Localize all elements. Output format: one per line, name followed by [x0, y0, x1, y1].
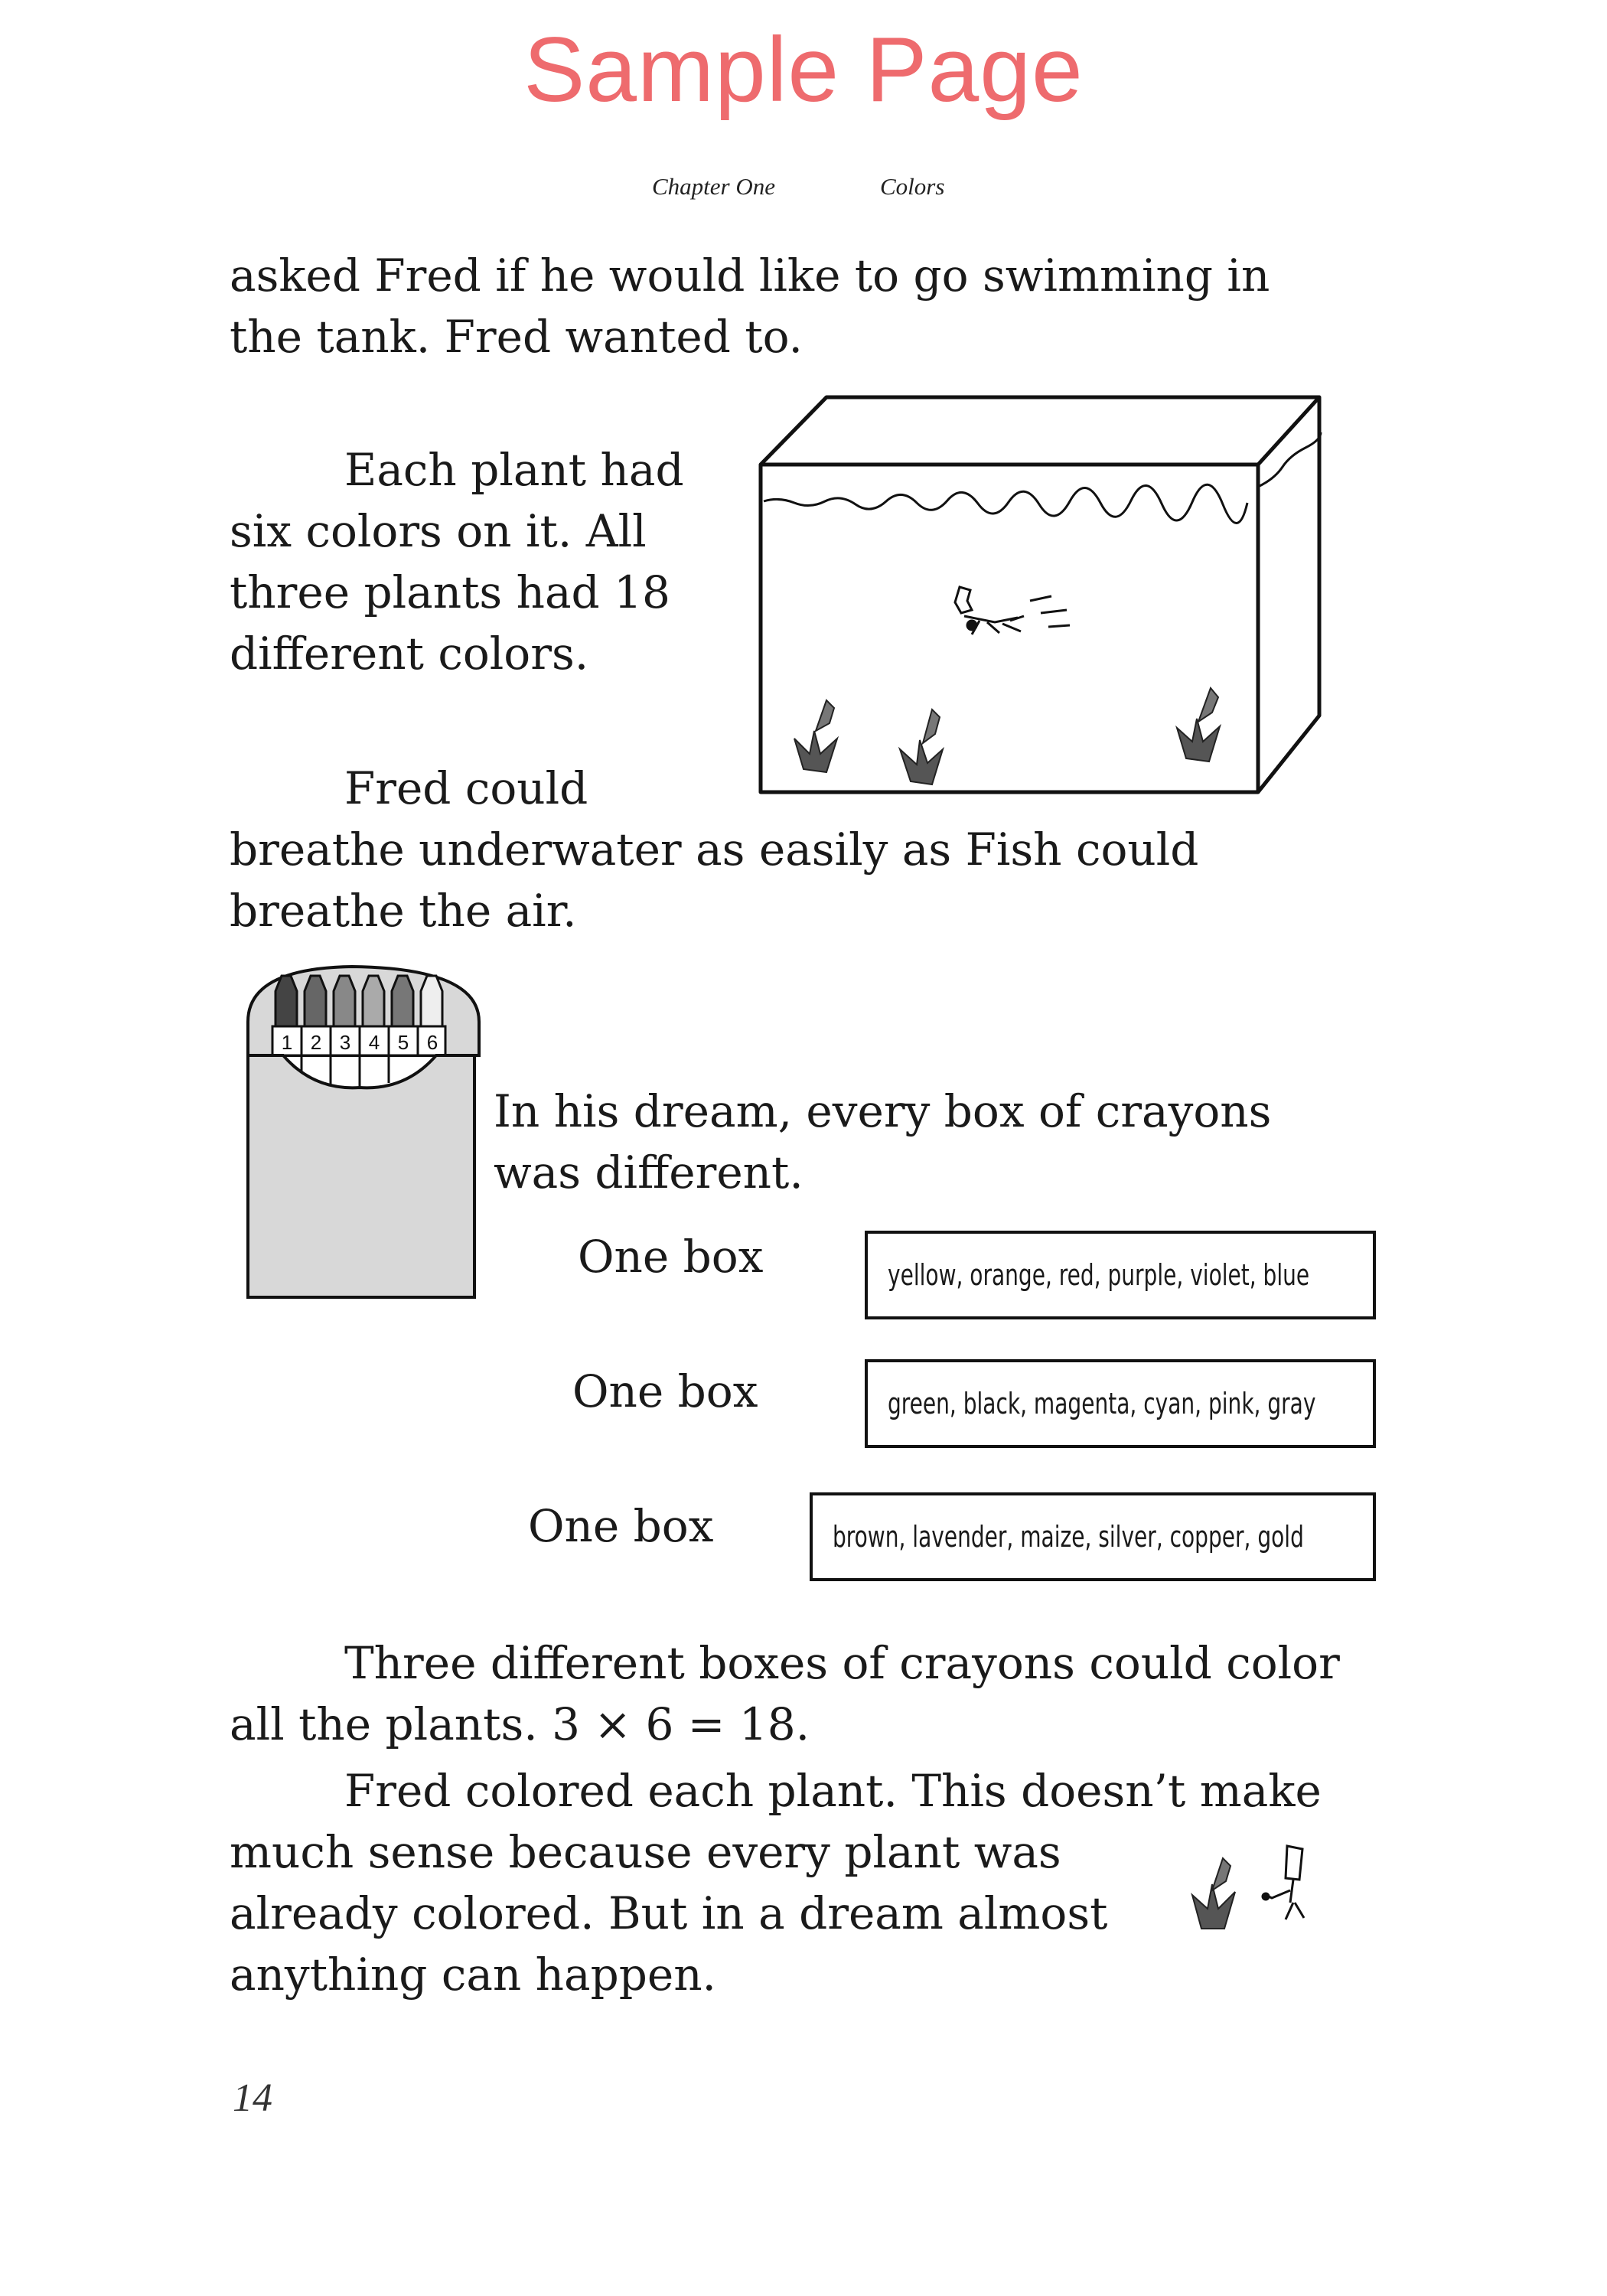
paragraph-5: [230, 1632, 1340, 1755]
box-label: One box: [528, 1500, 714, 1552]
text-line: much sense because every plant was: [230, 1826, 1061, 1878]
crayon-box-illustration: [245, 960, 482, 1305]
plant-icon: [794, 700, 837, 772]
crayon-list-box: [865, 1359, 1376, 1448]
text-line: the tank. Fred wanted to.: [230, 311, 803, 363]
text-line: In his dream, every box of crayons: [494, 1085, 1272, 1137]
crayon-list-box: [865, 1231, 1376, 1319]
paragraph-4: [494, 1081, 1271, 1203]
text-line: three plants had 18: [230, 566, 670, 618]
text-line: anything can happen.: [230, 1949, 716, 2001]
crayon-number: 2: [310, 1031, 322, 1054]
plant-icon: [1177, 688, 1220, 762]
paragraph-6: [230, 1760, 1322, 2005]
paragraph-1: [230, 245, 1270, 367]
text-line: breathe the air.: [230, 885, 577, 937]
water-line: [764, 484, 1247, 523]
page-number: 14: [233, 2076, 272, 2120]
text-line: was different.: [494, 1146, 804, 1199]
text-line: Fred colored each plant. This doesn’t make: [344, 1765, 1322, 1817]
box-label: One box: [578, 1231, 764, 1283]
box-label: One box: [572, 1365, 758, 1417]
crayon-number: 4: [368, 1031, 380, 1054]
text-line: six colors on it. All: [230, 505, 647, 557]
text-line: Three different boxes of crayons could color: [344, 1637, 1340, 1689]
plant-icon: [1192, 1858, 1235, 1929]
fish-tank-illustration: [758, 394, 1324, 800]
paragraph-3: [230, 819, 1198, 941]
tank-top: [761, 397, 1319, 465]
text-line: breathe underwater as easily as Fish could: [230, 823, 1199, 876]
text-line: already colored. But in a dream almost: [230, 1887, 1108, 1939]
running-head-chapter: Chapter One: [652, 173, 776, 200]
fred-icon: [1263, 1846, 1304, 1919]
text-line: all the plants. 3 × 6 = 18.: [230, 1698, 810, 1750]
crayon-list: yellow, orange, red, purple, violet, blue: [888, 1258, 1310, 1292]
text-line: Each plant had: [344, 444, 684, 496]
water-line-side: [1260, 432, 1321, 486]
crayon-number: 1: [281, 1031, 293, 1054]
crayon-number: 6: [426, 1031, 438, 1054]
crayon-list: brown, lavender, maize, silver, copper, gold: [833, 1520, 1304, 1554]
text-line: different colors.: [230, 628, 589, 680]
crayon-list: green, black, magenta, cyan, pink, gray: [888, 1387, 1316, 1420]
crayon-number: 5: [397, 1031, 409, 1054]
crayon-number: 3: [339, 1031, 351, 1054]
sample-page-watermark: Sample Page: [523, 18, 1084, 121]
running-head-title: Colors: [880, 173, 945, 200]
text-line: asked Fred if he would like to go swimming in: [230, 249, 1270, 302]
plant-icon: [900, 709, 943, 784]
crayon-list-box: [810, 1492, 1376, 1581]
swimming-fred-icon: [955, 587, 1070, 634]
paragraph-2: [230, 439, 684, 684]
paragraph-3-first: Fred could: [344, 762, 588, 814]
fred-coloring-plant-illustration: [1186, 1837, 1316, 1936]
